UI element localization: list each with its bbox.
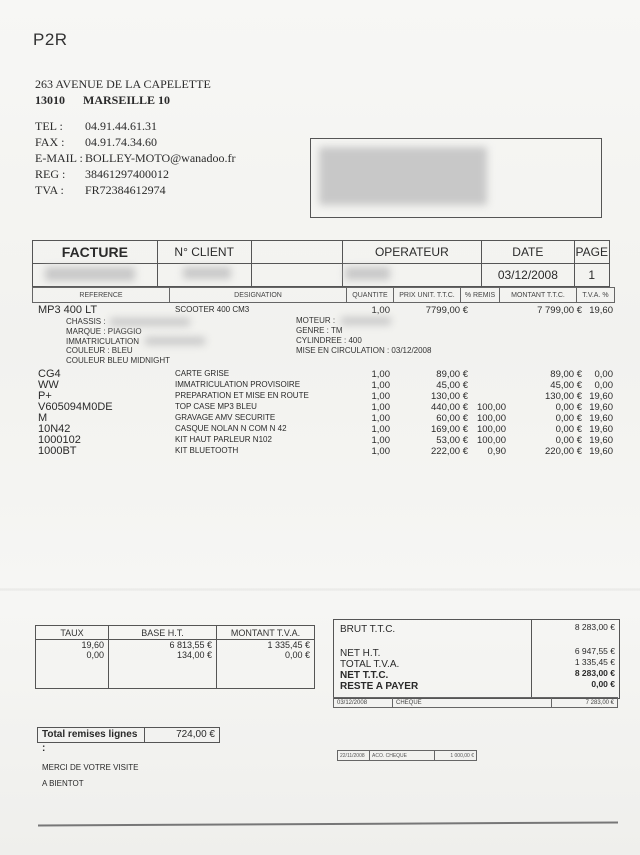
total-tva-label: TOTAL T.V.A.: [340, 659, 400, 670]
item-amount: 89,00 €: [550, 369, 582, 380]
item-quantity: 1,00: [371, 446, 390, 457]
item-amount: 45,00 €: [550, 380, 582, 391]
item-quantity: 1,00: [371, 380, 390, 391]
client-number-label: N° CLIENT: [157, 241, 251, 264]
contact-value: 04.91.44.61.31: [85, 119, 157, 133]
contact-value: 38461297400012: [85, 167, 169, 181]
item-quantity: 1,00: [371, 402, 390, 413]
company-logo: P2R: [33, 30, 68, 49]
detail-immatriculation: IMMATRICULATION: [66, 337, 205, 347]
vat-row-empty: [36, 660, 315, 689]
item-amount: 0,00 €: [555, 424, 582, 435]
contact-value: FR72384612974: [85, 183, 166, 197]
item-amount: 0,00 €: [555, 435, 582, 446]
total-discounts: [37, 727, 220, 754]
item-quantity: 1,00: [371, 305, 390, 316]
deposit-amount: 1 000,00 €: [435, 751, 477, 761]
invoice-number-cell: [33, 264, 158, 287]
item-designation: KIT BLUETOOTH: [175, 446, 239, 455]
reste-a-payer-value: 0,00 €: [591, 679, 615, 689]
item-vat-rate: 19,60: [589, 305, 613, 316]
company-contacts: [35, 118, 235, 198]
item-discount: 100,00: [476, 424, 506, 435]
net-ttc-label: NET T.T.C.: [340, 670, 389, 681]
deposit-mode: ACO. CHEQUE: [370, 751, 435, 761]
redacted-client-number: [183, 267, 231, 279]
vat-base: 134,00 €: [109, 650, 217, 660]
line-item: [0, 413, 640, 424]
vat-amount: 1 335,45 €: [217, 640, 315, 651]
item-amount: 7 799,00 €: [537, 305, 582, 316]
col-remise: % REMIS: [461, 288, 500, 303]
date-value: 03/12/2008: [482, 264, 574, 287]
empty-header-cell: [251, 241, 342, 264]
redacted-invoice-number: [45, 267, 135, 281]
item-vat-rate: 0,00: [594, 380, 613, 391]
item-unit-price: 89,00 €: [436, 369, 468, 380]
item-unit-price: 7799,00 €: [425, 305, 468, 316]
total-tva-value: 1 335,45 €: [574, 657, 615, 667]
col-tva: T.V.A. %: [577, 288, 615, 303]
brut-ttc-value: 8 283,00 €: [574, 622, 615, 632]
detail-moteur: MOTEUR :: [296, 316, 431, 326]
footer-message: [42, 760, 138, 792]
company-address: 263 AVENUE DE LA CAPELETTE: [35, 77, 211, 91]
vat-header-base: BASE H.T.: [109, 626, 217, 640]
redacted-moteur: [341, 317, 391, 325]
contact-row: [35, 182, 235, 198]
line-item: [0, 435, 640, 446]
postal-code: 13010: [35, 93, 65, 107]
line-item: [0, 424, 640, 435]
empty-value-cell: [251, 264, 342, 287]
payment-amount: 7 283,00 €: [552, 698, 618, 708]
vat-rate: 0,00: [36, 650, 109, 660]
item-reference: WW: [38, 379, 59, 391]
net-ht-value: 6 947,55 €: [574, 646, 615, 656]
date-label: DATE: [482, 241, 574, 264]
line-item: [0, 446, 640, 457]
company-city: [35, 93, 170, 108]
vat-row: [36, 650, 315, 660]
item-discount: 100,00: [476, 435, 506, 446]
item-designation: GRAVAGE AMV SECURITE: [175, 413, 276, 422]
item-unit-price: 45,00 €: [436, 380, 468, 391]
net-ht-label: NET H.T.: [340, 648, 381, 659]
item-quantity: 1,00: [371, 391, 390, 402]
contact-value: 04.91.74.34.60: [85, 135, 157, 149]
payment-table: [333, 697, 618, 708]
facture-label: FACTURE: [33, 241, 158, 264]
contact-row: [35, 150, 235, 166]
payment-mode: CHEQUE: [393, 698, 552, 708]
deposit-date: 22/11/2008: [338, 751, 370, 761]
col-designation: DESIGNATION: [170, 288, 347, 303]
item-quantity: 1,00: [371, 413, 390, 424]
total-discounts-label: Total remises lignes :: [37, 727, 145, 743]
bottom-rule: [38, 821, 618, 826]
item-reference: M: [38, 412, 48, 424]
item-amount: 220,00 €: [545, 446, 582, 457]
item-unit-price: 53,00 €: [436, 435, 468, 446]
contact-label: E-MAIL :: [35, 151, 83, 165]
item-reference: P+: [38, 390, 52, 402]
item-quantity: 1,00: [371, 369, 390, 380]
item-vat-rate: 19,60: [589, 446, 613, 457]
page-value: 1: [574, 264, 609, 287]
col-prix-unit: PRIX UNIT. T.T.C.: [394, 288, 461, 303]
redacted-client-address: [319, 147, 487, 205]
item-reference: MP3 400 LT: [38, 304, 98, 316]
col-reference: REFERENCE: [33, 288, 170, 303]
item-reference: 1000BT: [38, 445, 77, 457]
vat-header-montant: MONTANT T.V.A.: [217, 626, 315, 640]
totals-box: [333, 619, 620, 699]
item-designation: IMMATRICULATION PROVISOIRE: [175, 380, 301, 389]
detail-couleur-name: COULEUR BLEU MIDNIGHT: [66, 356, 171, 366]
paper-fold: [0, 588, 640, 591]
invoice-header-table: [32, 240, 610, 287]
vehicle-details-right: [296, 316, 431, 356]
brut-ttc-label: BRUT T.T.C.: [340, 624, 396, 635]
item-reference: 10N42: [38, 423, 71, 435]
contact-value: BOLLEY-MOTO@wanadoo.fr: [85, 151, 236, 165]
item-amount: 130,00 €: [545, 391, 582, 402]
item-vat-rate: 19,60: [589, 402, 613, 413]
contact-row: [35, 166, 235, 182]
column-header-table: [32, 287, 615, 303]
contact-label: FAX :: [35, 135, 65, 149]
item-discount: 100,00: [476, 402, 506, 413]
vat-summary-table: [35, 625, 315, 689]
footer-line-1: MERCI DE VOTRE VISITE: [42, 763, 139, 772]
item-unit-price: 60,00 €: [436, 413, 468, 424]
item-amount: 0,00 €: [555, 413, 582, 424]
contact-label: REG :: [35, 167, 66, 181]
detail-cylindree: CYLINDREE : 400: [296, 336, 362, 345]
detail-chassis: CHASSIS :: [66, 317, 205, 327]
vehicle-details-left: [66, 317, 205, 366]
footer-line-2: A BIENTOT: [42, 779, 84, 788]
contact-label: TEL :: [35, 119, 63, 133]
totals-divider: [531, 620, 532, 698]
payment-row: [334, 698, 618, 708]
client-number-cell: [157, 264, 251, 287]
client-address-box: [310, 138, 602, 218]
deposit-row: [338, 751, 477, 761]
item-quantity: 1,00: [371, 435, 390, 446]
item-vat-rate: 19,60: [589, 413, 613, 424]
detail-genre: GENRE : TM: [296, 326, 343, 335]
vat-base: 6 813,55 €: [109, 640, 217, 651]
item-designation: SCOOTER 400 CM3: [175, 305, 250, 314]
contact-label: TVA :: [35, 183, 64, 197]
reste-a-payer-label: RESTE A PAYER: [340, 681, 419, 692]
item-amount: 0,00 €: [555, 402, 582, 413]
contact-row: [35, 134, 235, 150]
item-unit-price: 440,00 €: [431, 402, 468, 413]
item-reference: V605094M0DE: [38, 401, 113, 413]
line-item-main: [0, 305, 640, 316]
item-designation: KIT HAUT PARLEUR N102: [175, 435, 272, 444]
line-item: [0, 402, 640, 413]
col-quantite: QUANTITE: [347, 288, 394, 303]
detail-mise-en-circulation: MISE EN CIRCULATION : 03/12/2008: [296, 346, 432, 355]
item-designation: CARTE GRISE: [175, 369, 230, 378]
deposit-table: [337, 750, 477, 761]
operator-cell: [342, 264, 482, 287]
item-discount: 0,90: [487, 446, 506, 457]
line-item: [0, 380, 640, 391]
redacted-operator: [345, 267, 390, 280]
city: MARSEILLE 10: [83, 93, 171, 107]
col-montant: MONTANT T.T.C.: [500, 288, 577, 303]
item-vat-rate: 19,60: [589, 435, 613, 446]
vat-header-taux: TAUX: [36, 626, 109, 640]
operator-label: OPERATEUR: [342, 241, 482, 264]
detail-couleur: COULEUR : BLEU: [66, 346, 133, 356]
item-discount: 100,00: [476, 413, 506, 424]
item-vat-rate: 0,00: [594, 369, 613, 380]
net-ttc-value: 8 283,00 €: [574, 668, 615, 678]
payment-date: 03/12/2008: [334, 698, 393, 708]
contact-row: [35, 118, 235, 134]
item-reference: 1000102: [38, 434, 81, 446]
item-quantity: 1,00: [371, 424, 390, 435]
redacted-chassis: [110, 318, 190, 326]
vat-row: [36, 640, 315, 651]
item-designation: CASQUE NOLAN N COM N 42: [175, 424, 287, 433]
redacted-immatriculation: [145, 337, 205, 345]
vat-amount: 0,00 €: [217, 650, 315, 660]
line-item: [0, 369, 640, 380]
item-unit-price: 130,00 €: [431, 391, 468, 402]
total-discounts-value: 724,00 €: [145, 727, 220, 743]
vat-rate: 19,60: [36, 640, 109, 651]
item-unit-price: 222,00 €: [431, 446, 468, 457]
item-vat-rate: 19,60: [589, 391, 613, 402]
item-vat-rate: 19,60: [589, 424, 613, 435]
item-designation: TOP CASE MP3 BLEU: [175, 402, 257, 411]
detail-marque: MARQUE : PIAGGIO: [66, 326, 142, 336]
item-reference: CG4: [38, 368, 61, 380]
item-designation: PREPARATION ET MISE EN ROUTE: [175, 391, 309, 400]
item-unit-price: 169,00 €: [431, 424, 468, 435]
page-label: PAGE: [574, 241, 609, 264]
